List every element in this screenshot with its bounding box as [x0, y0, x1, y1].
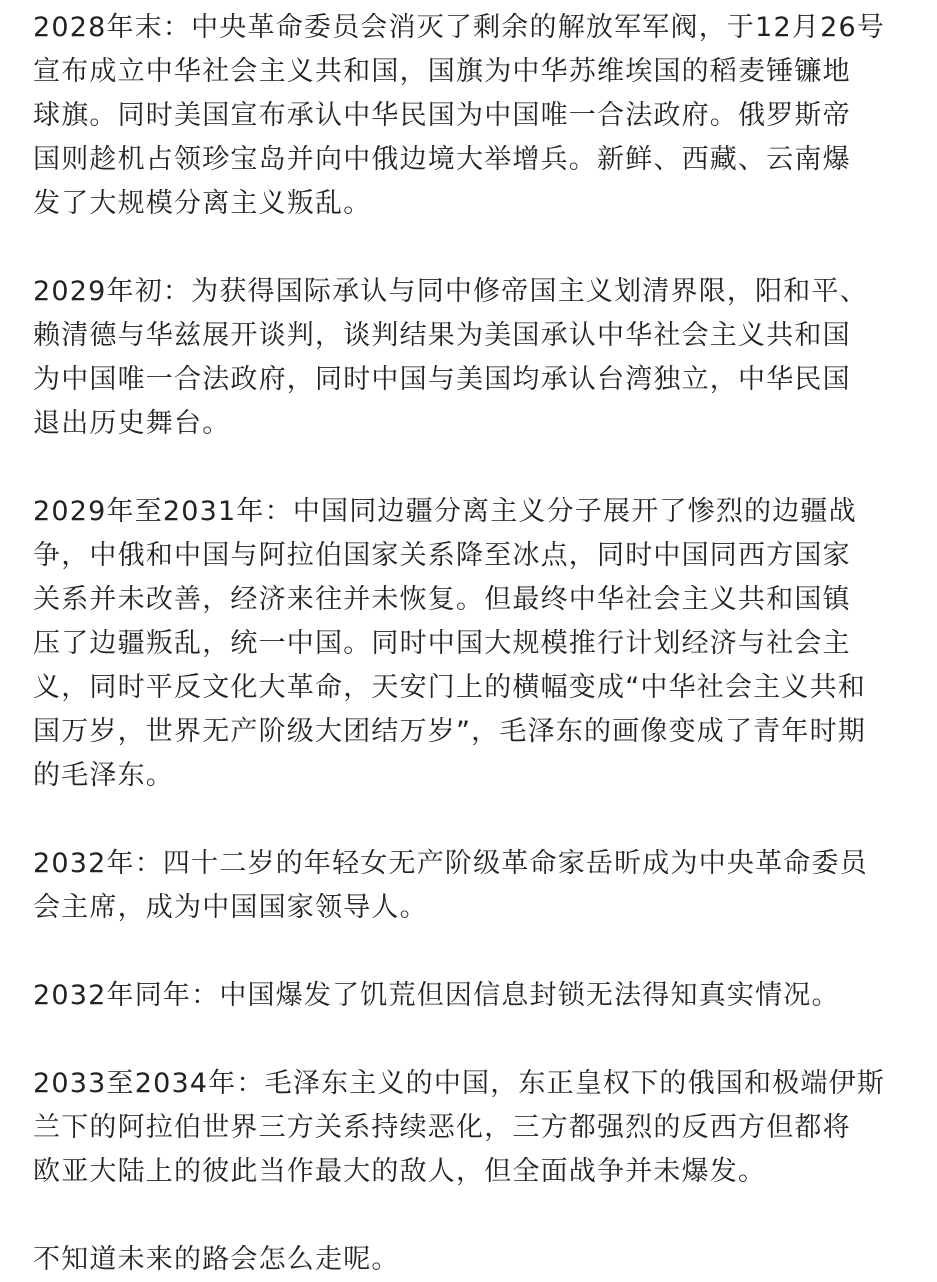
paragraph-2032: 2032年：四十二岁的年轻女无产阶级革命家岳昕成为中央革命委员 会主席，成为中国国家领导人。 — [33, 848, 868, 923]
paragraph-2032-same-year: 2032年同年：中国爆发了饥荒但因信息封锁无法得知真实情况。 — [33, 980, 840, 1011]
paragraph-closing: 不知道未来的路会怎么走呢。 — [33, 1244, 400, 1275]
paragraph-2033-2034: 2033至2034年：毛泽东主义的中国，东正皇权下的俄国和极端伊斯 兰下的阿拉伯世界三方关系持续恶化，三方都强烈的反西方但都将 欧亚大陆上的彼此当作最大的敌人，但全面战争并未爆发。 — [33, 1068, 886, 1187]
paragraph-2028-end: 2028年末：中央革命委员会消灭了剩余的解放军军阀，于12月26号 宣布成立中华社会主义共和国，国旗为中华苏维埃国的稻麦锤镰地 球旗。同时美国宣布承认中华民国为中国唯一合法政府。俄罗斯帝 国则趁机占领珍宝岛并向中俄边境大举增兵。新鲜、西藏、云南爆 发了大规模分离主义叛乱。 — [33, 12, 886, 219]
paragraph-2029-2031: 2029年至2031年：中国同边疆分离主义分子展开了惨烈的边疆战 争，中俄和中国与阿拉伯国家关系降至冰点，同时中国同西方国家 关系并未改善，经济来往并未恢复。但最终中华社会主义共和国镇 压了边疆叛乱，统一中国。同时中国大规模推行计划经济与社会主 义，同时平反文化大革命，天安门上的横幅变成“中华社会主义共和 国万岁，世界无产阶级大团结万岁”，毛泽东的画像变成了青年时期 的毛泽东。 — [33, 496, 866, 791]
paragraph-2029-early: 2029年初：为获得国际承认与同中修帝国主义划清界限，阳和平、 赖清德与华兹展开谈判，谈判结果为美国承认中华社会主义共和国 为中国唯一合法政府，同时中国与美国均承认台湾独立，中华民国 退出历史舞台。 — [33, 276, 868, 439]
